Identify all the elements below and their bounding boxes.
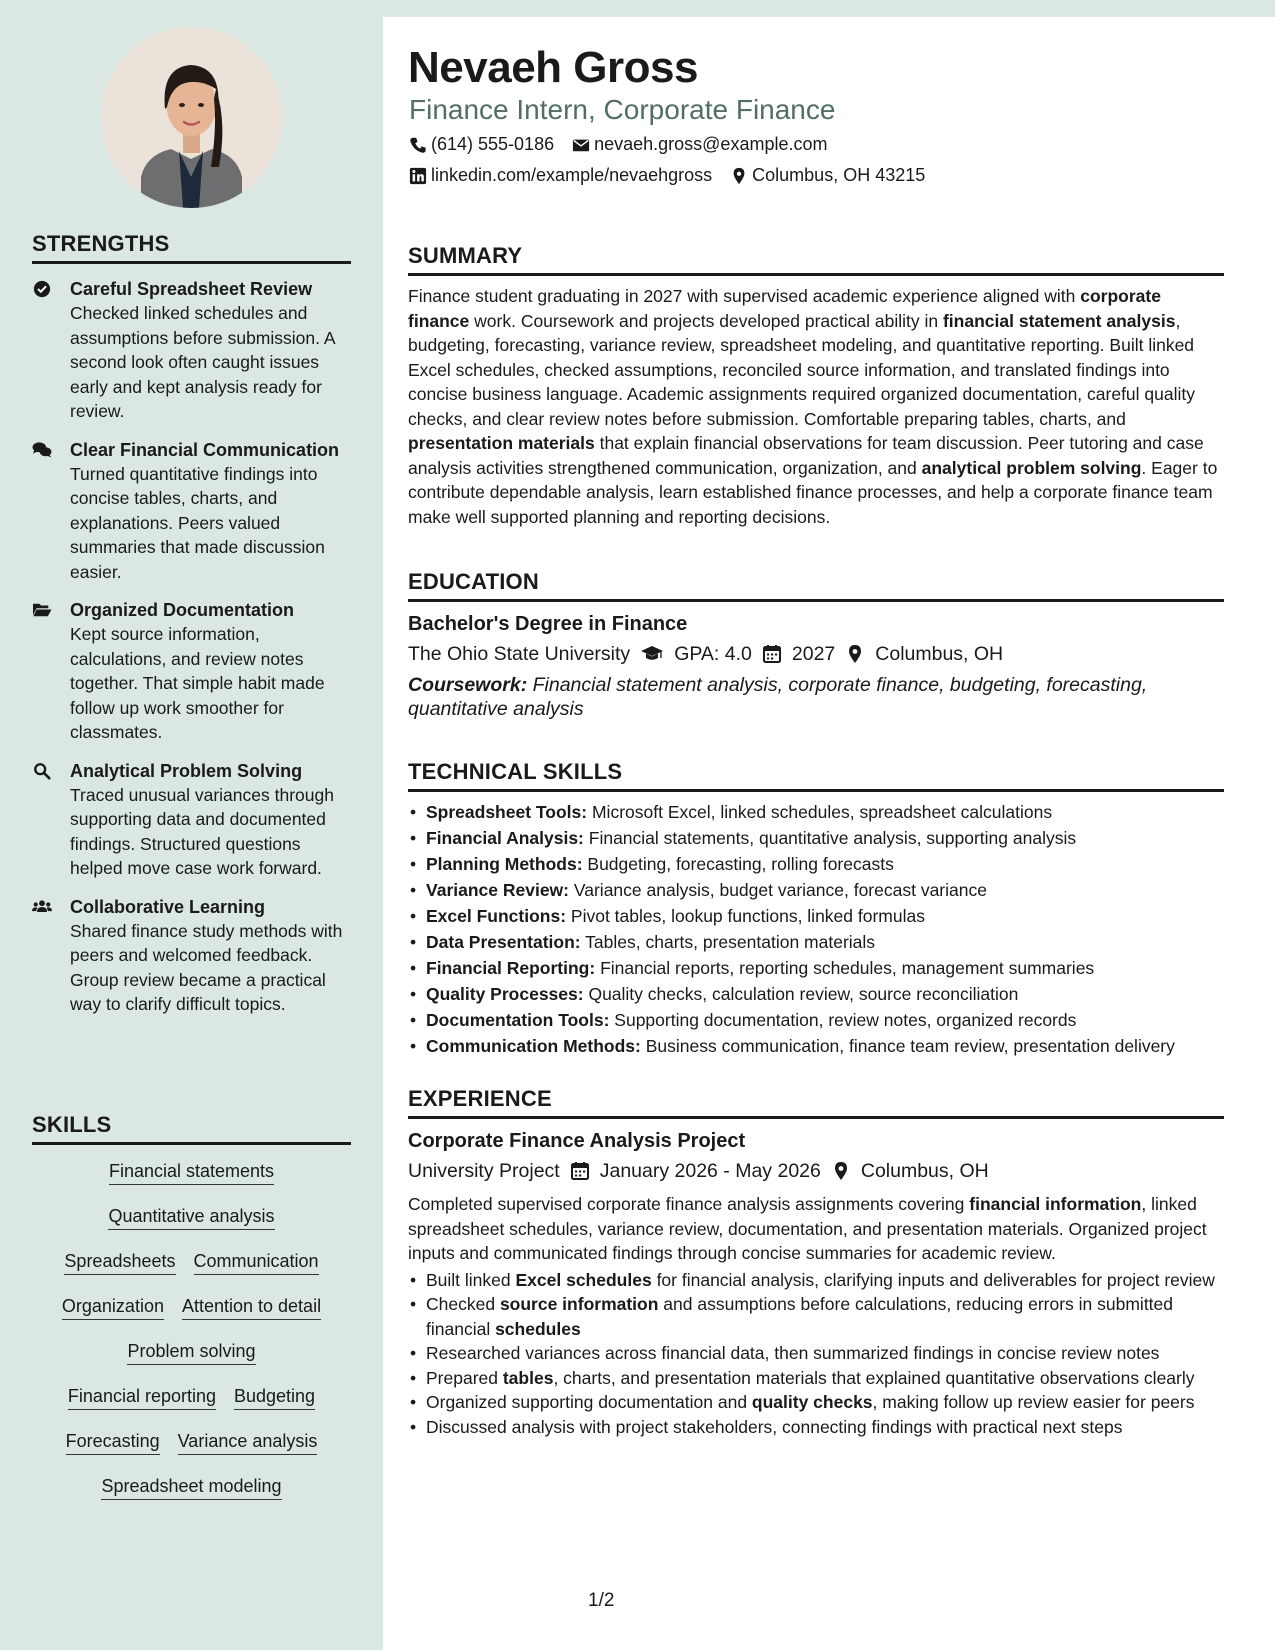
skill-tag: Problem solving xyxy=(127,1339,255,1365)
candidate-title: Finance Intern, Corporate Finance xyxy=(409,94,836,125)
skill-row xyxy=(32,1384,351,1410)
degree-title: Bachelor's Degree in Finance xyxy=(408,613,688,635)
technical-skill-item xyxy=(408,1034,1224,1059)
bold-text: presentation materials xyxy=(408,433,595,453)
skill-value: Financial reports, reporting schedules, management summaries xyxy=(600,958,1095,978)
strength-body xyxy=(70,895,351,1017)
skill-value: Pivot tables, lookup functions, linked formulas xyxy=(570,906,925,926)
skills-title: SKILLS xyxy=(32,1112,351,1145)
bold-text: financial statement analysis xyxy=(942,310,1176,331)
technical-skills-list xyxy=(408,800,1224,1059)
education-section xyxy=(408,569,1224,721)
skill-tag: Attention to detail xyxy=(182,1294,321,1320)
map-marker-icon xyxy=(845,644,865,664)
email-link[interactable]: nevaeh.gross@example.com xyxy=(594,134,828,154)
strength-heading: Collaborative Learning xyxy=(70,896,266,917)
text-run: for financial analysis, clarifying inputs and deliverables for project review xyxy=(651,1269,1215,1290)
text-run: and assumptions before calculations, reducing errors in submitted financial xyxy=(426,1294,1174,1339)
skill-label: Excel Functions: xyxy=(426,906,567,926)
experience-bullet xyxy=(408,1292,1224,1341)
skill-label: Planning Methods: xyxy=(426,854,583,874)
skill-row xyxy=(32,1204,351,1230)
strength-body xyxy=(70,277,351,424)
skill-row xyxy=(32,1429,351,1455)
strength-description: Kept source information, calculations, and review notes together. That simple habit made follow up work smoother for classmates. xyxy=(70,624,325,742)
text-run: , budgeting, forecasting, variance review, spreadsheet modeling, and quantitative reporting. Built linked Excel schedules, checked assumptions, reconciled source information, and translated findings into concise business language. Academic assignments required organized documentation, careful quality checks, and clear review notes before submission. Comfortable preparing tables, charts, and xyxy=(408,310,1195,429)
skill-tag: Financial reporting xyxy=(68,1384,216,1410)
skill-label: Documentation Tools: xyxy=(426,1010,610,1030)
text-run: work. Coursework and projects developed practical ability in xyxy=(469,310,943,331)
skill-tag: Budgeting xyxy=(234,1384,315,1410)
skill-row xyxy=(32,1339,351,1365)
phone-item xyxy=(409,134,554,155)
strength-heading: Organized Documentation xyxy=(70,600,295,620)
experience-bullet xyxy=(408,1268,1224,1293)
strength-heading: Clear Financial Communication xyxy=(70,439,340,460)
location-text: Columbus, OH 43215 xyxy=(752,165,926,185)
main-content xyxy=(383,17,1275,1650)
skill-tag: Spreadsheet modeling xyxy=(101,1474,281,1500)
skill-value: Variance analysis, budget variance, forecast variance xyxy=(573,880,987,900)
text-run: , charts, and presentation materials that explained quantitative observations clearly xyxy=(553,1367,1195,1388)
skill-tag: Communication xyxy=(194,1249,319,1275)
strength-description: Checked linked schedules and assumptions before submission. A second look often caught issues early and kept analysis ready for review. xyxy=(70,303,335,421)
skill-value: Budgeting, forecasting, rolling forecasts xyxy=(587,854,894,874)
text-run: Checked xyxy=(426,1294,500,1314)
technical-skill-item xyxy=(408,982,1224,1007)
skill-row xyxy=(32,1249,351,1275)
skill-tag: Quantitative analysis xyxy=(108,1204,274,1230)
strength-item xyxy=(32,895,351,1017)
linkedin-icon xyxy=(409,167,427,185)
summary-text xyxy=(408,284,1224,529)
bold-text: quality checks xyxy=(751,1392,873,1412)
strength-heading: Analytical Problem Solving xyxy=(70,760,303,781)
contact-row-1 xyxy=(409,134,827,155)
strength-heading: Careful Spreadsheet Review xyxy=(70,279,313,299)
email-item xyxy=(572,134,827,155)
comments-icon xyxy=(32,438,70,585)
skill-label: Financial Analysis: xyxy=(426,828,584,848)
technical-skill-item xyxy=(408,826,1224,851)
skill-value: Tables, charts, presentation materials xyxy=(585,932,876,952)
experience-meta xyxy=(408,1158,1224,1184)
text-run: Finance student graduating in 2027 with supervised academic experience aligned with xyxy=(408,286,1081,306)
experience-title: EXPERIENCE xyxy=(408,1086,1224,1119)
calendar-icon xyxy=(570,1161,590,1181)
strength-description: Shared finance study methods with peers and welcomed feedback. Group review became a practical way to clarify difficult topics. xyxy=(70,920,343,1014)
strengths-title: STRENGTHS xyxy=(32,231,351,264)
strength-item xyxy=(32,759,351,881)
map-marker-icon xyxy=(831,1161,851,1181)
map-marker-icon xyxy=(730,167,748,185)
strength-item xyxy=(32,438,351,585)
skill-tag: Organization xyxy=(62,1294,164,1320)
bold-text: corporate finance xyxy=(408,286,1161,331)
strengths-list xyxy=(32,264,351,1017)
check-circle-icon xyxy=(32,277,70,424)
technical-skill-item xyxy=(408,800,1224,825)
skill-label: Spreadsheet Tools: xyxy=(426,802,588,822)
skills-list xyxy=(32,1145,351,1500)
graduation-year: 2027 xyxy=(791,643,836,665)
technical-skill-item xyxy=(408,930,1224,955)
contact-row-2 xyxy=(409,165,925,186)
school-name: The Ohio State University xyxy=(408,643,631,665)
phone-icon xyxy=(409,136,427,154)
summary-title: SUMMARY xyxy=(408,243,1224,276)
coursework-label: Coursework: xyxy=(408,674,528,696)
skill-label: Variance Review: xyxy=(426,880,569,900)
technical-skill-item xyxy=(408,904,1224,929)
text-run: Built linked xyxy=(426,1269,516,1290)
coursework-list: Financial statement analysis, corporate finance, budgeting, forecasting, quantitative analysis xyxy=(408,674,1148,720)
strength-item xyxy=(32,598,351,745)
candidate-name: Nevaeh Gross xyxy=(408,43,698,92)
skill-row xyxy=(32,1159,351,1185)
gpa-text: GPA: 4.0 xyxy=(674,643,752,665)
technical-skill-item xyxy=(408,878,1224,903)
text-run: . Eager to contribute dependable analysis, learn established finance processes, and help a corporate finance team make well supported planning and reporting decisions. xyxy=(408,457,1218,527)
strengths-section xyxy=(32,231,351,1017)
bold-text: source information xyxy=(499,1294,659,1314)
education-meta xyxy=(408,641,1224,667)
phone-text[interactable]: (614) 555-0186 xyxy=(431,134,555,154)
experience-role: Corporate Finance Analysis Project xyxy=(408,1130,746,1152)
calendar-icon xyxy=(762,644,782,664)
text-run: , linked spreadsheet schedules, variance review, documentation, and presentation materials. Organized project inputs and communicated findings through concise summaries for academic review. xyxy=(408,1194,1207,1263)
folder-open-icon xyxy=(32,598,70,745)
strength-description: Turned quantitative findings into concise tables, charts, and explanations. Peers valued summaries that made discussion easier. xyxy=(70,463,325,582)
bold-text: analytical problem solving xyxy=(921,457,1142,478)
skill-label: Financial Reporting: xyxy=(426,958,596,978)
text-run: Organized supporting documentation and xyxy=(426,1392,752,1412)
bold-text: schedules xyxy=(495,1318,581,1339)
experience-bullets xyxy=(408,1268,1224,1440)
bold-text: tables xyxy=(502,1367,554,1388)
skill-tag: Forecasting xyxy=(66,1429,160,1455)
skills-section xyxy=(32,1112,351,1519)
experience-dates: January 2026 - May 2026 xyxy=(599,1160,821,1182)
experience-bullet xyxy=(408,1341,1224,1366)
skill-value: Quality checks, calculation review, source reconciliation xyxy=(588,984,1019,1004)
experience-bullet xyxy=(408,1415,1224,1440)
experience-bullet xyxy=(408,1390,1224,1415)
text-run: that explain financial observations for team discussion. Peer tutoring and case analysis activities strengthened communication, organization, and xyxy=(408,433,1204,478)
skill-row xyxy=(32,1294,351,1320)
location-item xyxy=(730,165,925,186)
technical-skills-title: TECHNICAL SKILLS xyxy=(408,759,1224,792)
experience-section xyxy=(408,1086,1224,1439)
education-title: EDUCATION xyxy=(408,569,1224,602)
experience-org: University Project xyxy=(408,1160,560,1182)
experience-location: Columbus, OH xyxy=(860,1160,989,1182)
users-icon xyxy=(32,895,70,1017)
linkedin-item xyxy=(409,165,712,186)
page-number: 1/2 xyxy=(588,1590,615,1611)
strength-body xyxy=(70,759,351,881)
skill-value: Microsoft Excel, linked schedules, spreadsheet calculations xyxy=(591,802,1053,822)
skill-value: Supporting documentation, review notes, organized records xyxy=(614,1010,1077,1030)
skill-tag: Financial statements xyxy=(109,1159,274,1185)
skill-row xyxy=(32,1474,351,1500)
graduation-cap-icon xyxy=(640,644,664,664)
skill-label: Communication Methods: xyxy=(426,1036,641,1056)
text-run: Completed supervised corporate finance analysis assignments covering xyxy=(408,1194,970,1214)
technical-skills-section xyxy=(408,759,1224,1060)
linkedin-link[interactable]: linkedin.com/example/nevaehgross xyxy=(431,165,713,185)
skill-label: Quality Processes: xyxy=(426,984,584,1004)
sidebar xyxy=(0,0,383,1650)
strength-body xyxy=(70,438,351,585)
school-location: Columbus, OH xyxy=(875,643,1004,665)
strength-item xyxy=(32,277,351,424)
profile-photo xyxy=(101,27,282,208)
strength-description: Traced unusual variances through supporting data and documented findings. Structured questions helped move case work forward. xyxy=(70,784,334,878)
summary-section xyxy=(408,243,1224,529)
email-icon xyxy=(572,136,590,154)
technical-skill-item xyxy=(408,852,1224,877)
text-run: Prepared xyxy=(426,1367,503,1388)
skill-value: Financial statements, quantitative analysis, supporting analysis xyxy=(588,828,1077,848)
text-run: Discussed analysis with project stakeholders, connecting findings with practical next steps xyxy=(426,1416,1123,1437)
experience-bullet xyxy=(408,1366,1224,1391)
search-icon xyxy=(32,759,70,881)
text-run: , making follow up review easier for peers xyxy=(872,1392,1195,1412)
skill-value: Business communication, finance team review, presentation delivery xyxy=(645,1036,1175,1056)
technical-skill-item xyxy=(408,956,1224,981)
experience-intro xyxy=(408,1192,1224,1266)
skill-tag: Spreadsheets xyxy=(64,1249,175,1275)
text-run: Researched variances across financial data, then summarized findings in concise review notes xyxy=(426,1343,1160,1363)
coursework xyxy=(408,673,1224,721)
skill-label: Data Presentation: xyxy=(426,932,581,952)
skill-tag: Variance analysis xyxy=(178,1429,318,1455)
bold-text: financial information xyxy=(969,1194,1142,1214)
strength-body xyxy=(70,598,351,745)
technical-skill-item xyxy=(408,1008,1224,1033)
bold-text: Excel schedules xyxy=(515,1269,652,1290)
